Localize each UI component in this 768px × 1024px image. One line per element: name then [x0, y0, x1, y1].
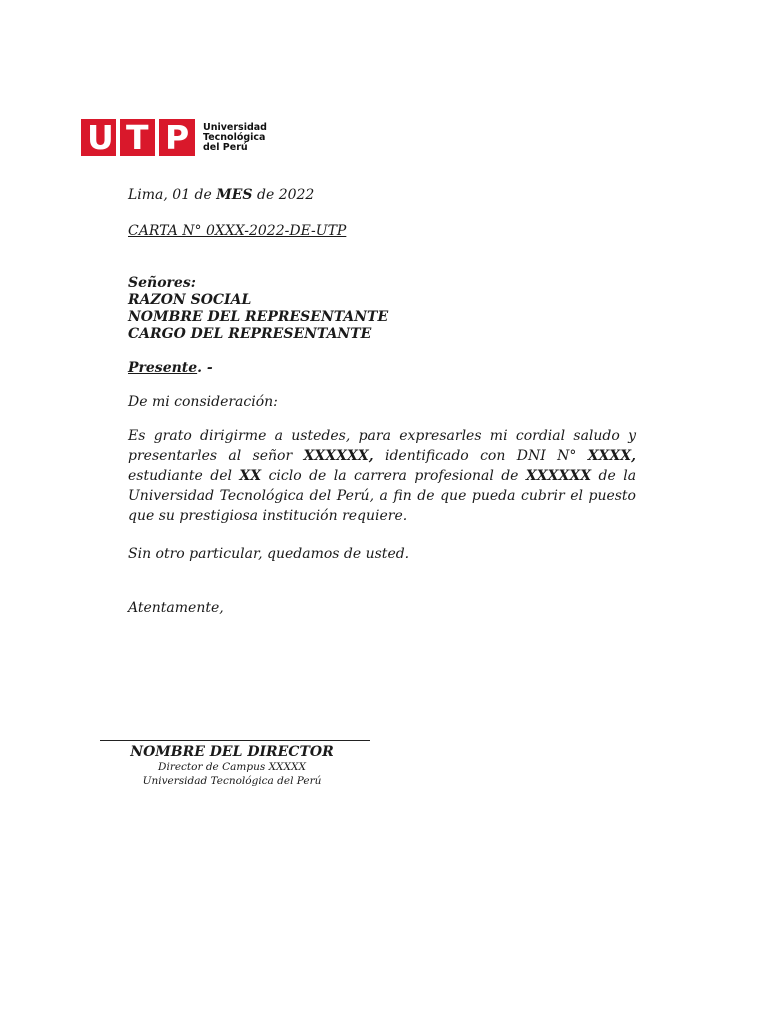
signature-line [100, 740, 370, 741]
utp-logo [81, 119, 267, 156]
presente-suffix: . - [197, 360, 213, 376]
logo-separator [116, 119, 120, 156]
regards: Atentamente, [128, 600, 224, 616]
director-institution: Universidad Tecnológica del Perú [142, 775, 322, 787]
body-text-2: identificado con DNI N° [384, 448, 577, 464]
dni-placeholder: XXXX, [587, 448, 637, 464]
presente-line [128, 360, 213, 376]
recipient-role: CARGO DEL REPRESENTANTE [128, 326, 372, 342]
body-text-5: de la Universidad Tecnológica del Perú, a fin de que pueda cubrir el puesto que su prestigiosa institución requiere. [128, 468, 637, 524]
date-month: MES [216, 187, 253, 203]
student-name-placeholder: XXXXXX, [303, 448, 374, 464]
body-text-3: estudiante del [128, 468, 232, 484]
date-prefix: Lima, 01 de [128, 187, 212, 203]
recipient-company: RAZON SOCIAL [128, 292, 252, 308]
director-title: Director de Campus XXXXX [158, 761, 306, 773]
director-name: NOMBRE DEL DIRECTOR [130, 744, 334, 760]
career-placeholder: XXXXXX [525, 468, 592, 484]
logo-line-3: del Perú [203, 141, 248, 153]
logo-wordmark [203, 123, 267, 153]
letter-reference: CARTA N° 0XXX-2022-DE-UTP [128, 223, 347, 239]
closing-text: Sin otro particular, quedamos de usted. [128, 546, 410, 562]
recipient-salutation: Señores: [128, 275, 196, 291]
letter-body [128, 426, 636, 526]
logo-line-1: Universidad [203, 121, 267, 133]
date-suffix: de 2022 [257, 187, 315, 203]
logo-letter-u: U [87, 118, 114, 157]
logo-letter-p: P [165, 118, 190, 157]
cycle-placeholder: XX [239, 468, 262, 484]
letter-date [128, 187, 314, 203]
body-text-1: Es grato dirigirme a ustedes, para expresarles mi cordial saludo y presentarles al señor [128, 428, 636, 464]
letter-greeting: De mi consideración: [128, 394, 278, 410]
recipient-name: NOMBRE DEL REPRESENTANTE [128, 309, 389, 325]
presente-word: Presente [128, 360, 198, 376]
logo-separator [155, 119, 159, 156]
utp-logo-mark [81, 119, 195, 156]
body-text-4: ciclo de la carrera profesional de [268, 468, 519, 484]
logo-letter-t: T [126, 118, 149, 157]
logo-line-2: Tecnológica [203, 131, 266, 143]
